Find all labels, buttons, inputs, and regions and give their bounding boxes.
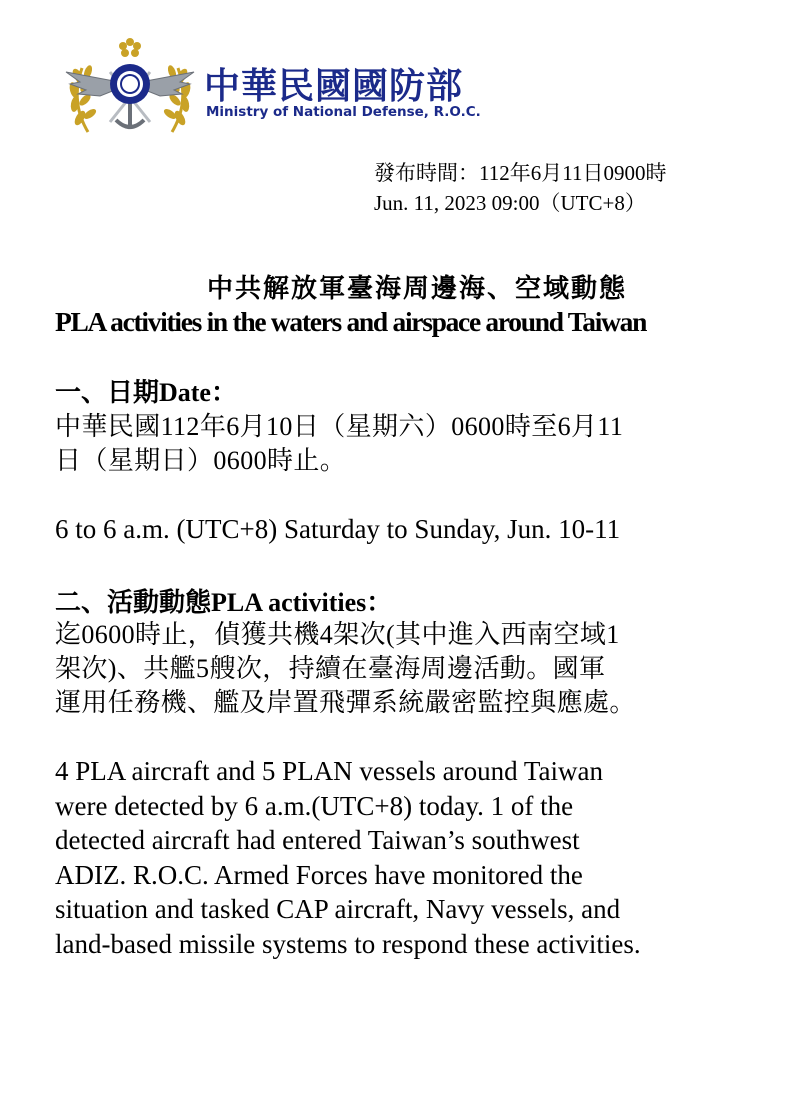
activities-en-line: ADIZ. R.O.C. Armed Forces have monitored the <box>55 859 583 890</box>
activities-en-line: situation and tasked CAP aircraft, Navy vessels, and <box>55 894 621 924</box>
page-title-en: PLA activities in the waters and airspace around Taiwan <box>55 306 647 337</box>
section-date-en: 6 to 6 a.m. (UTC+8) Saturday to Sunday, Jun. 10-11 <box>55 514 621 544</box>
page-title-zh: 中共解放軍臺海周邊海、空域動態 <box>206 274 627 303</box>
section-activities-en <box>55 754 775 961</box>
date-zh-line: 日（星期日）0600時止。 <box>55 446 347 475</box>
activities-zh-line: 架次)、共艦5艘次，持續在臺海周邊活動。國軍 <box>55 654 606 683</box>
org-name-zh: 中華民國國防部 <box>204 66 464 107</box>
activities-en-line: detected aircraft had entered Taiwan’s southwest <box>55 825 580 855</box>
section-date-heading: 一、日期Date： <box>55 378 237 407</box>
date-zh-line: 中華民國112年6月10日（星期六）0600時至6月11 <box>55 412 624 441</box>
activities-en-line: were detected by 6 a.m.(UTC+8) today. 1 of the <box>55 790 574 821</box>
section-activities-zh <box>55 618 755 720</box>
section-date-zh <box>55 410 755 478</box>
release-time <box>374 158 666 218</box>
activities-zh-line: 迄0600時止，偵獲共機4架次(其中進入西南空域1 <box>55 620 620 649</box>
mnd-emblem-icon <box>60 32 200 140</box>
activities-en-line: 4 PLA aircraft and 5 PLAN vessels around Taiwan <box>55 756 603 786</box>
org-name-en: Ministry of National Defense, R.O.C. <box>206 104 481 120</box>
release-time-en: Jun. 11, 2023 09:00（UTC+8） <box>374 191 646 215</box>
activities-en-line: land-based missile systems to respond these activities. <box>55 928 641 959</box>
activities-zh-line: 運用任務機、艦及岸置飛彈系統嚴密監控與應處。 <box>55 688 636 717</box>
section-activities-heading: 二、活動動態PLA activities： <box>55 588 393 617</box>
release-time-zh: 發布時間：112年6月11日0900時 <box>374 161 667 185</box>
